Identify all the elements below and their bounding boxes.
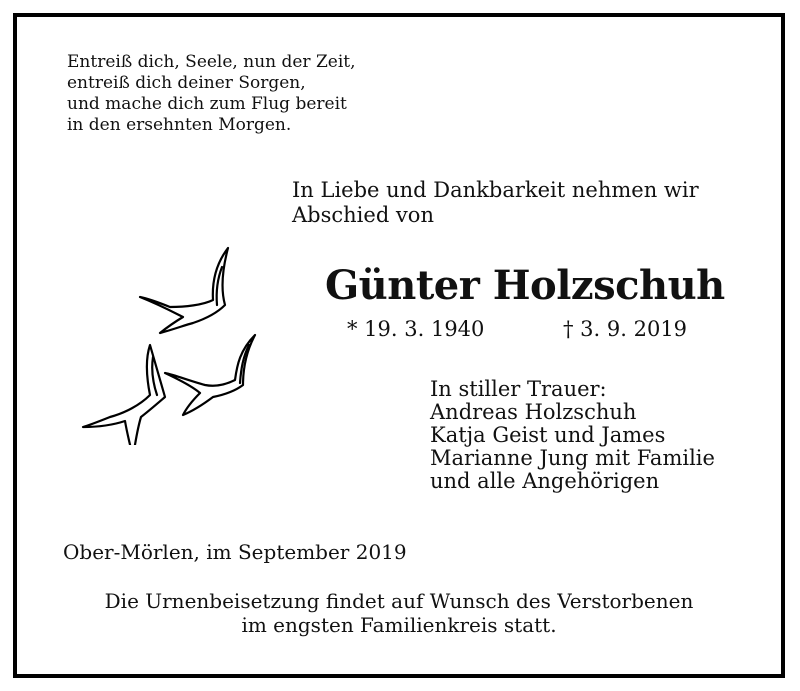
burial-notice <box>17 589 781 637</box>
obituary-frame <box>13 13 785 678</box>
mourner-name: Andreas Holzschuh <box>430 400 637 424</box>
mourner-name: Marianne Jung mit Familie <box>430 446 715 470</box>
verse-line: in den ersehnten Morgen. <box>67 115 292 135</box>
verse <box>67 52 356 136</box>
mourner-name: Katja Geist und James <box>430 423 666 447</box>
notice-line-1: Die Urnenbeisetzung findet auf Wunsch des Verstorbenen <box>104 589 694 613</box>
place-date: Ober-Mörlen, im September 2019 <box>63 540 407 564</box>
intro-text <box>292 178 699 228</box>
deceased-name: Günter Holzschuh <box>325 262 725 309</box>
death-date: † 3. 9. 2019 <box>563 317 688 341</box>
verse-line: und mache dich zum Flug bereit <box>67 94 347 114</box>
notice-line-2: im engsten Familienkreis statt. <box>241 613 557 637</box>
intro-line-2: Abschied von <box>292 203 434 227</box>
verse-line: Entreiß dich, Seele, nun der Zeit, <box>67 52 356 72</box>
verse-line: entreiß dich deiner Sorgen, <box>67 73 306 93</box>
flying-birds-icon <box>65 245 265 445</box>
mourners-list <box>430 378 715 493</box>
mourners-heading: In stiller Trauer: <box>430 377 607 401</box>
mourner-name: und alle Angehörigen <box>430 469 660 493</box>
birth-date: * 19. 3. 1940 <box>347 317 485 341</box>
intro-line-1: In Liebe und Dankbarkeit nehmen wir <box>292 178 699 202</box>
